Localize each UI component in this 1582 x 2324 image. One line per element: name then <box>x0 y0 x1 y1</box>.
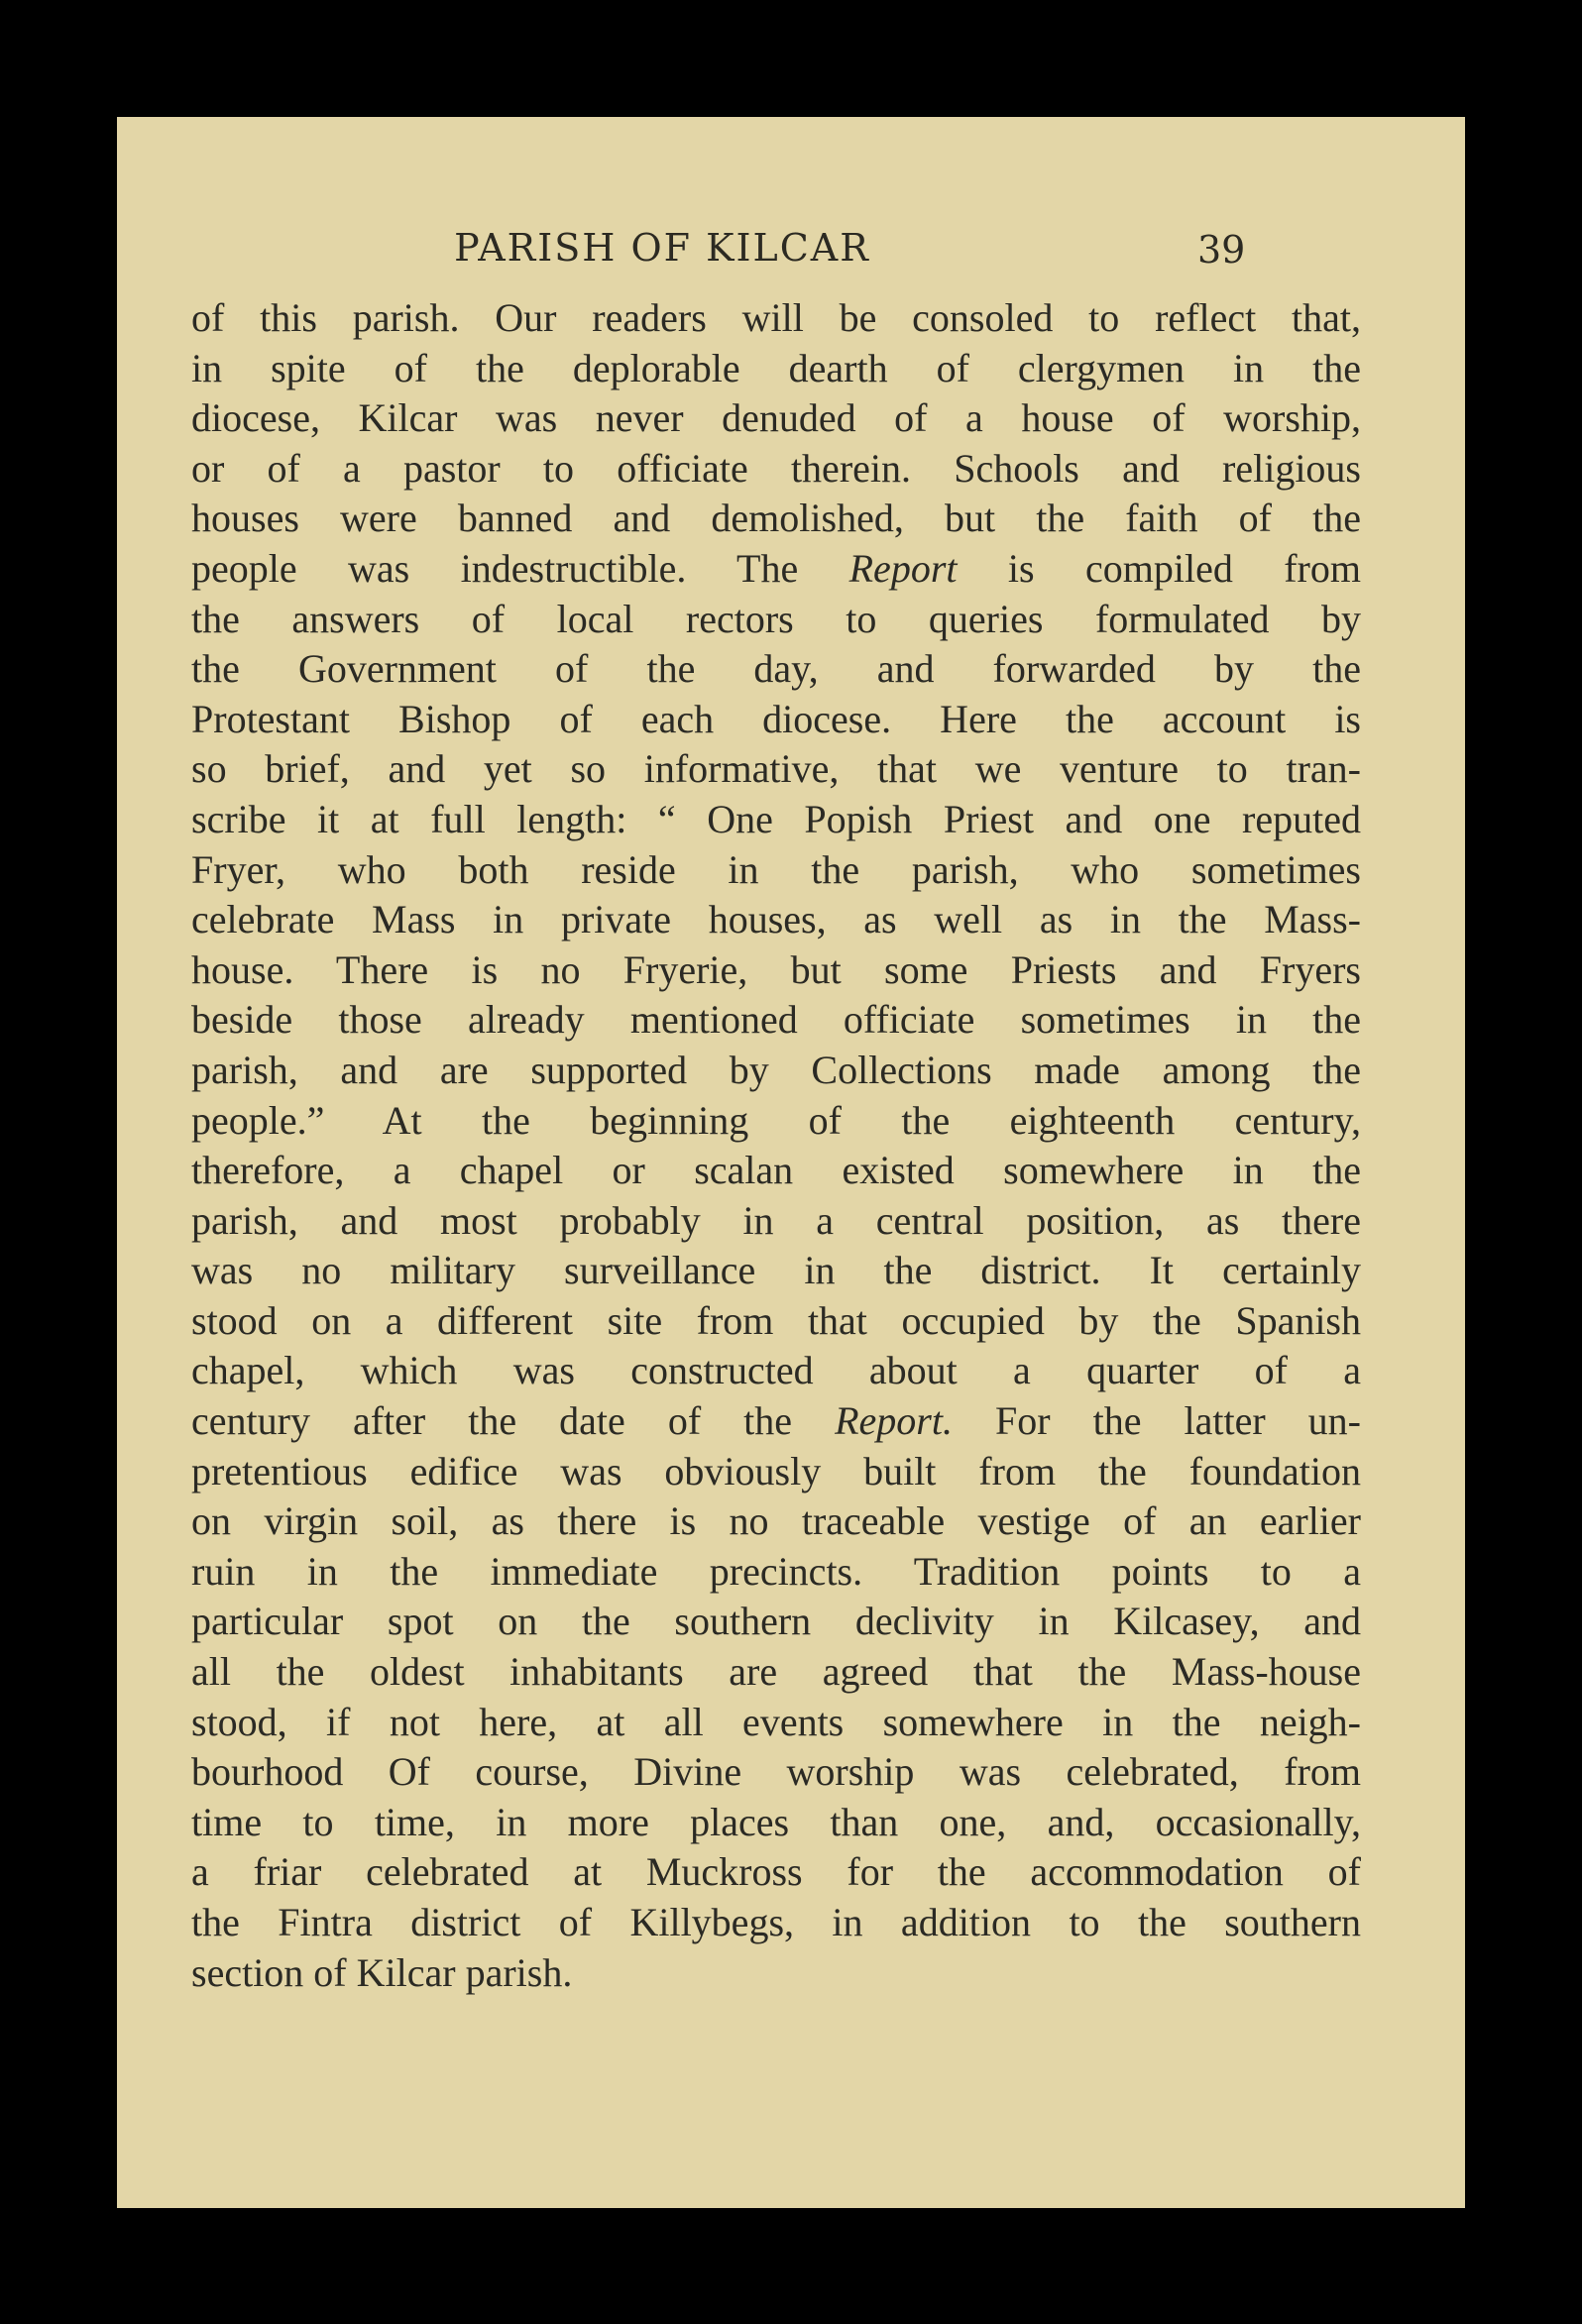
text-line: bourhood Of course, Divine worship was celebrated, from <box>191 1749 1361 1795</box>
text-line: celebrate Mass in private houses, as well as in the Mass- <box>191 897 1361 942</box>
text-line: or of a pastor to officiate therein. Schools and religious <box>191 445 1361 491</box>
text-segment: For the latter un- <box>952 1398 1361 1444</box>
text-line: the Government of the day, and forwarded by the <box>191 646 1361 692</box>
text-line: therefore, a chapel or scalan existed somewhere in the <box>191 1148 1361 1193</box>
text-segment: is compiled from <box>957 545 1361 591</box>
text-line: a friar celebrated at Muckross for the accommodation of <box>191 1849 1361 1895</box>
running-head <box>117 216 1465 276</box>
text-segment: people was indestructible. The <box>191 545 849 591</box>
text-line: diocese, Kilcar was never denuded of a house of worship, <box>191 395 1361 441</box>
text-line: pretentious edifice was obviously built from the foundation <box>191 1448 1361 1494</box>
text-line: people.” At the beginning of the eighteenth century, <box>191 1097 1361 1143</box>
text-line: stood, if not here, at all events somewhere in the neigh- <box>191 1699 1361 1744</box>
text-line: Fryer, who both reside in the parish, who sometimes <box>191 846 1361 892</box>
text-line: of this parish. Our readers will be consoled to reflect that, <box>191 295 1361 340</box>
running-title: PARISH OF KILCAR <box>454 226 870 270</box>
text-line: section of Kilcar parish. <box>191 1949 573 1995</box>
text-line: stood on a different site from that occupied by the Spanish <box>191 1297 1361 1343</box>
italic-title: Report <box>848 545 958 591</box>
text-line: beside those already mentioned officiate sometimes in the <box>191 997 1361 1043</box>
text-line: parish, and are supported by Collections made among the <box>191 1047 1361 1092</box>
page-number: 39 <box>1197 228 1246 272</box>
text-line: in spite of the deplorable dearth of clergymen in the <box>191 345 1361 390</box>
text-segment: century after the date of the <box>191 1398 836 1444</box>
text-line: so brief, and yet so informative, that we venture to tran- <box>191 746 1361 792</box>
text-line: Protestant Bishop of each diocese. Here the account is <box>191 696 1361 741</box>
text-line: houses were banned and demolished, but the faith of the <box>191 496 1361 541</box>
text-line: on virgin soil, as there is no traceable vestige of an earlier <box>191 1498 1361 1544</box>
text-line: time to time, in more places than one, and, occasionally, <box>191 1799 1361 1844</box>
text-line: particular spot on the southern declivity in Kilcasey, and <box>191 1599 1361 1644</box>
text-line: house. There is no Fryerie, but some Priests and Fryers <box>191 946 1361 992</box>
text-line: was no military surveillance in the district. It certainly <box>191 1248 1361 1293</box>
text-line: scribe it at full length: “ One Popish Priest and one reputed <box>191 796 1361 841</box>
text-line: ruin in the immediate precincts. Tradition points to a <box>191 1548 1361 1594</box>
book-page <box>117 117 1465 2208</box>
text-line: the answers of local rectors to queries formulated by <box>191 596 1361 641</box>
text-line: the Fintra district of Killybegs, in addition to the southern <box>191 1900 1361 1944</box>
text-line <box>191 1396 1361 1447</box>
text-line <box>191 544 1361 595</box>
body-text <box>191 293 1361 1998</box>
italic-title: Report. <box>835 1398 953 1444</box>
text-line: all the oldest inhabitants are agreed that the Mass-house <box>191 1649 1361 1695</box>
text-line: parish, and most probably in a central position, as there <box>191 1197 1361 1243</box>
text-line: chapel, which was constructed about a quarter of a <box>191 1348 1361 1393</box>
